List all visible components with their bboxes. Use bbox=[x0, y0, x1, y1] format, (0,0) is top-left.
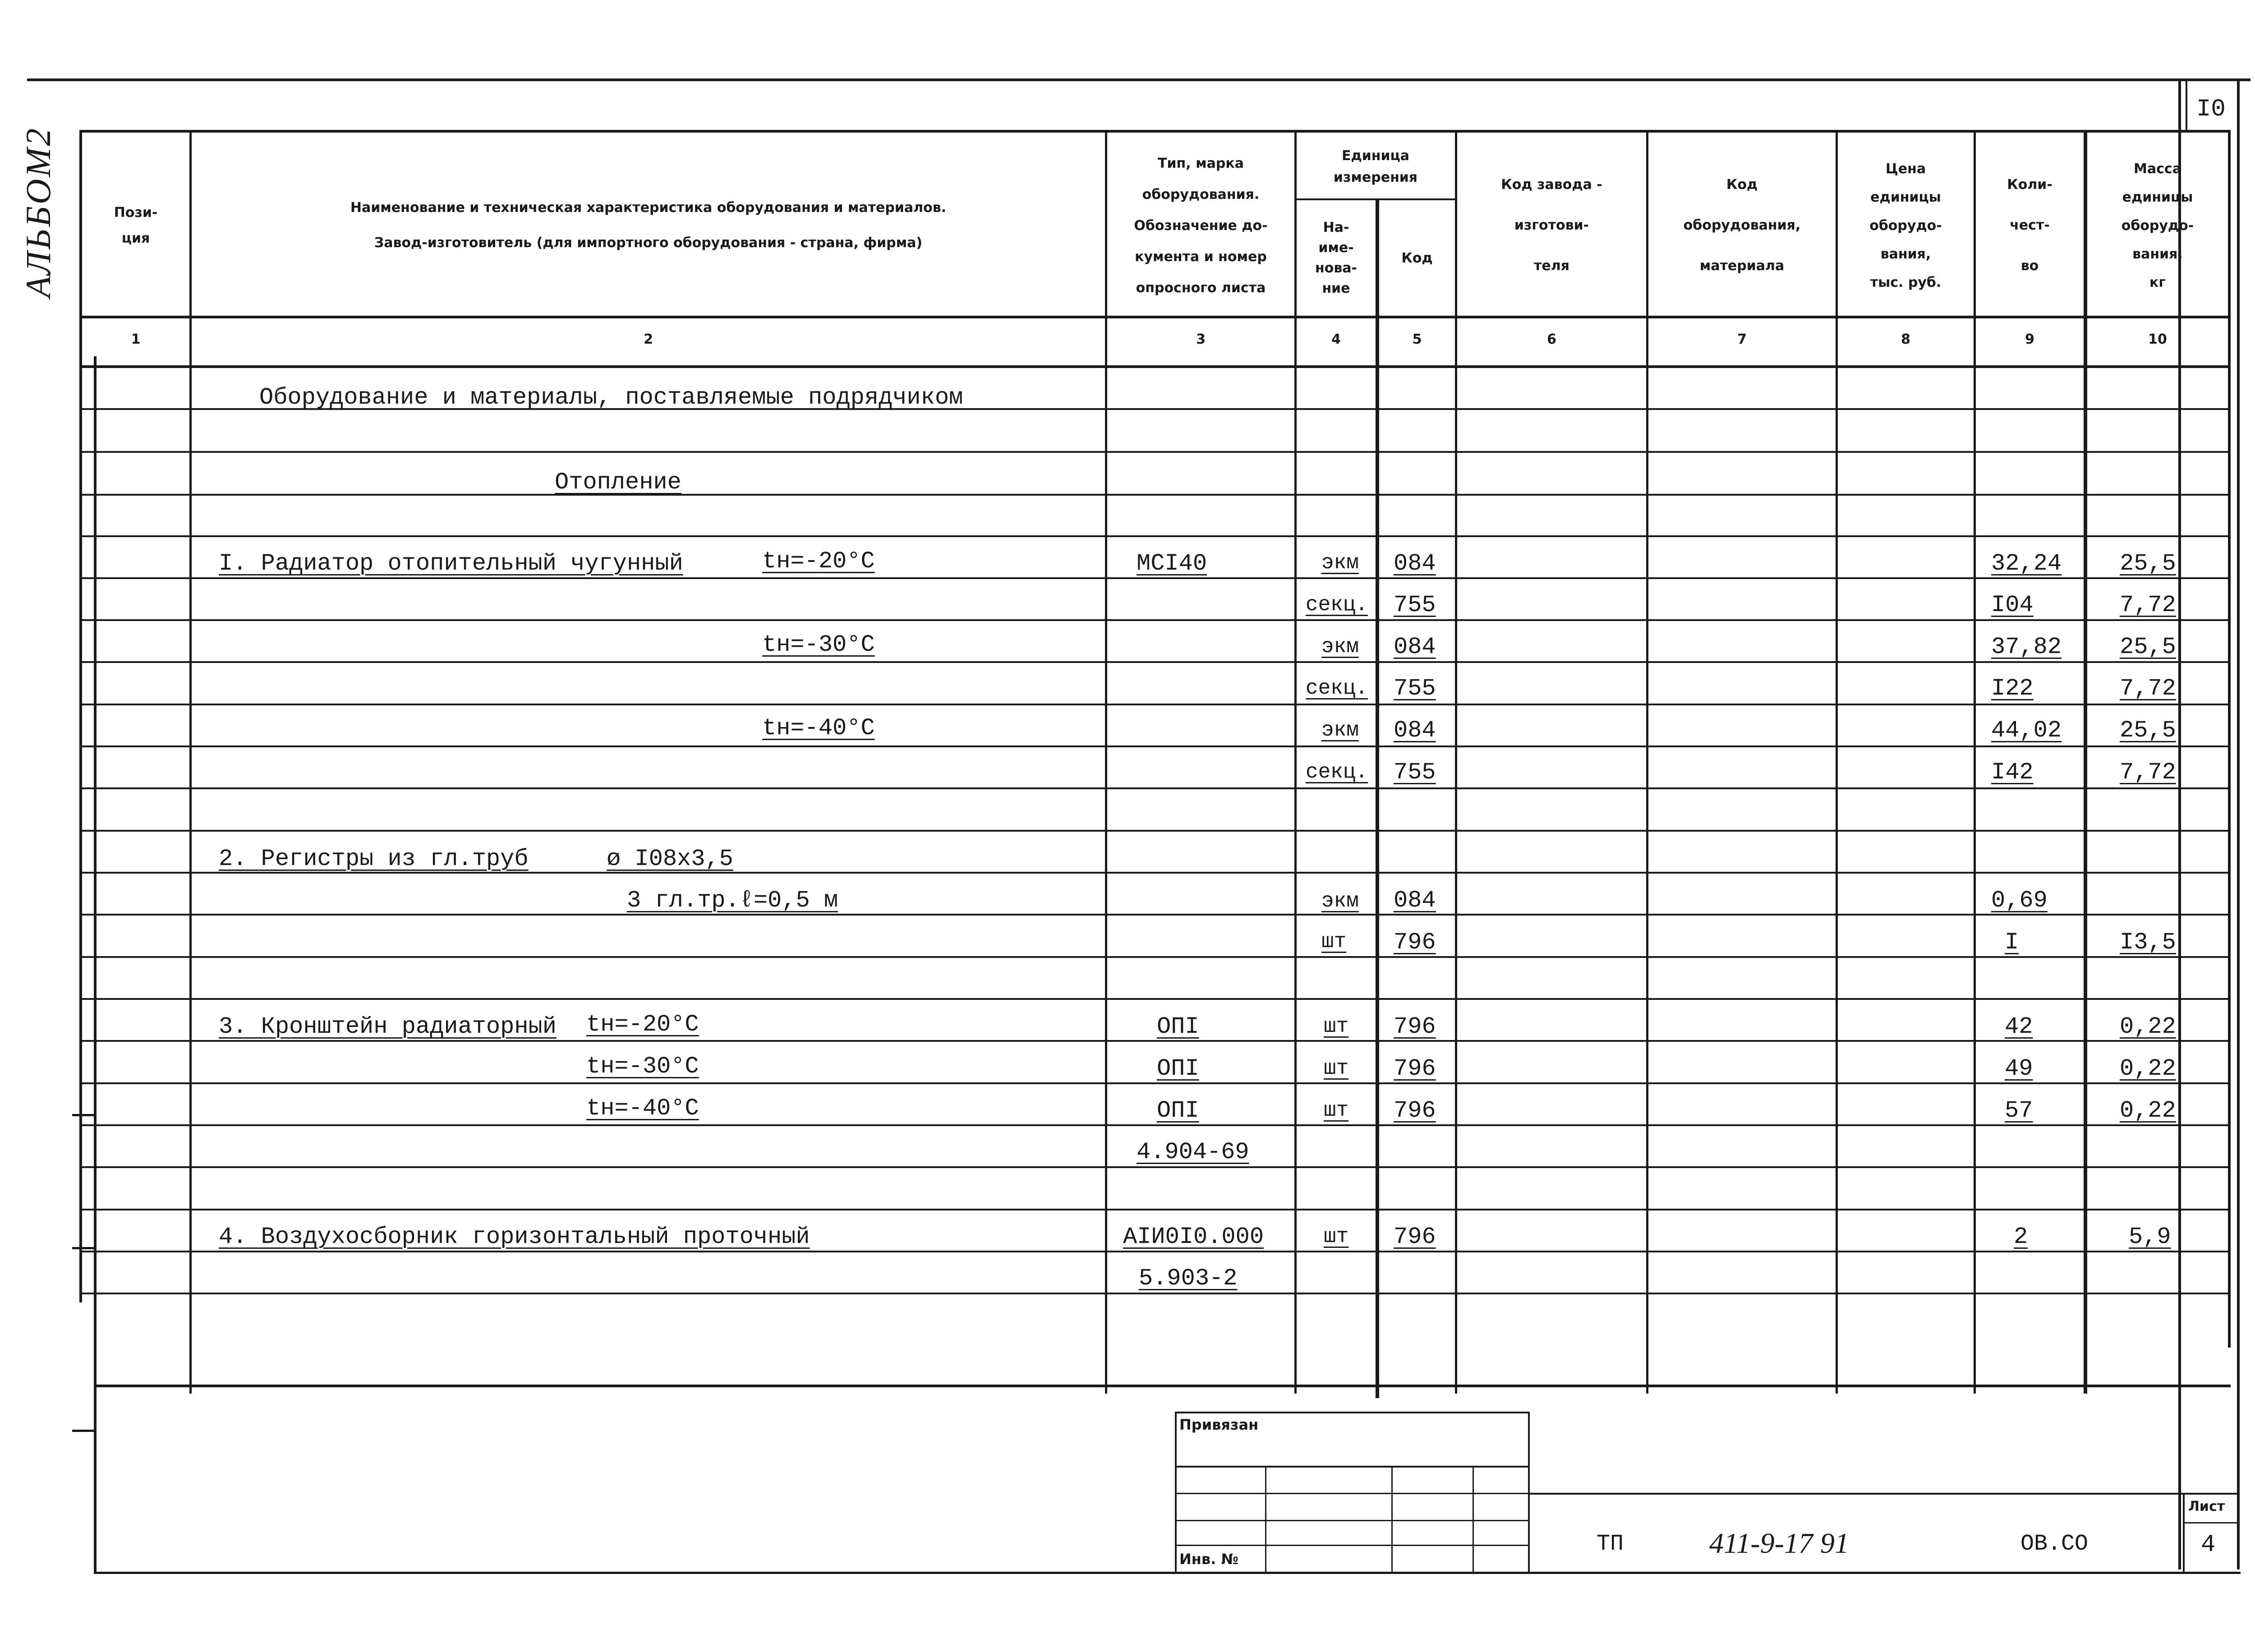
row5-unit: экм bbox=[1321, 718, 1359, 742]
frame-right-line-outer bbox=[2237, 81, 2240, 1569]
album-mark: АЛЬБОМ2 bbox=[18, 126, 58, 298]
header-unit-code: Код bbox=[1401, 250, 1433, 266]
row1-name: I. Радиатор отопительный чугунный bbox=[219, 550, 683, 577]
column-number-3: 3 bbox=[1196, 331, 1206, 347]
header-mass: Масса единицы оборудо- вания, кг bbox=[2121, 161, 2194, 290]
row3-temperature: tн=-30°C bbox=[762, 631, 875, 658]
row6-qty: I42 bbox=[1991, 759, 2034, 786]
table-left-border-lower bbox=[94, 356, 97, 1574]
row11-type: ОПI bbox=[1157, 1055, 1199, 1082]
row12-type: ОПI bbox=[1157, 1097, 1199, 1124]
header-quantity: Коли- чест- во bbox=[2007, 177, 2053, 274]
row2-mass: 7,72 bbox=[2120, 592, 2176, 618]
column-number-2: 2 bbox=[644, 331, 653, 347]
table-right-border bbox=[2228, 130, 2231, 1348]
row11-code: 796 bbox=[1394, 1055, 1436, 1082]
header-position: Пози- ция bbox=[114, 205, 158, 246]
row10-name: 3. Кронштейн радиаторный bbox=[219, 1013, 557, 1040]
row3-unit: экм bbox=[1321, 635, 1359, 658]
row14-code: 796 bbox=[1394, 1224, 1436, 1250]
row7-spec: ø I08х3,5 bbox=[607, 846, 733, 872]
sheet-corner-number: I0 bbox=[2196, 96, 2226, 123]
row12-unit: шт bbox=[1324, 1099, 1349, 1122]
row15-type: 5.903-2 bbox=[1139, 1265, 1238, 1292]
row3-mass: 25,5 bbox=[2120, 634, 2176, 660]
stamp-sheet-label: Лист bbox=[2188, 1499, 2225, 1514]
header-type: Тип, марка оборудования. Обозначение до- кумента и номер опросного листа bbox=[1134, 155, 1268, 296]
row11-unit: шт bbox=[1324, 1057, 1349, 1080]
subsection-title: Отопление bbox=[555, 469, 681, 496]
row4-mass: 7,72 bbox=[2120, 675, 2176, 702]
header-equipment-code: Код оборудования, материала bbox=[1683, 177, 1801, 274]
row2-unit: секц. bbox=[1306, 593, 1368, 617]
column-number-1: 1 bbox=[131, 331, 141, 347]
row6-code: 755 bbox=[1394, 759, 1436, 786]
row10-qty: 42 bbox=[2005, 1013, 2033, 1040]
row10-code: 796 bbox=[1394, 1013, 1436, 1040]
row8-code: 084 bbox=[1394, 887, 1436, 914]
row5-mass: 25,5 bbox=[2120, 717, 2176, 744]
row14-type: АIИ0I0.000 bbox=[1123, 1224, 1264, 1250]
row14-unit: шт bbox=[1324, 1225, 1349, 1248]
row9-code: 796 bbox=[1394, 929, 1436, 956]
row10-mass: 0,22 bbox=[2120, 1013, 2176, 1040]
section-title: Оборудование и материалы, поставляемые подрядчиком bbox=[259, 384, 963, 411]
stamp-tp: ТП bbox=[1597, 1531, 1624, 1557]
row1-temperature: tн=-20°C bbox=[762, 548, 875, 575]
stamp-privyazan: Привязан bbox=[1179, 1416, 1259, 1433]
row3-code: 084 bbox=[1394, 634, 1436, 660]
row4-qty: I22 bbox=[1991, 675, 2034, 702]
stamp-doc-section: ОВ.СО bbox=[2020, 1531, 2089, 1557]
row1-mass: 25,5 bbox=[2120, 550, 2176, 577]
row8-qty: 0,69 bbox=[1991, 887, 2048, 914]
row13-type: 4.904-69 bbox=[1137, 1139, 1249, 1165]
column-number-10: 10 bbox=[2148, 331, 2167, 347]
header-unit: Единица измерения bbox=[1333, 148, 1418, 185]
row12-code: 796 bbox=[1394, 1097, 1436, 1124]
row11-qty: 49 bbox=[2005, 1055, 2033, 1082]
row9-qty: I bbox=[2005, 929, 2019, 956]
row2-qty: I04 bbox=[1991, 592, 2034, 618]
row10-type: ОПI bbox=[1157, 1013, 1199, 1040]
row10-temperature: tн=-20°C bbox=[586, 1011, 699, 1038]
row1-code: 084 bbox=[1394, 550, 1436, 577]
column-number-5: 5 bbox=[1412, 331, 1422, 347]
row9-mass: I3,5 bbox=[2120, 929, 2176, 956]
row6-unit: секц. bbox=[1306, 760, 1368, 784]
stamp-inventory-number: Инв. № bbox=[1179, 1551, 1238, 1568]
row4-unit: секц. bbox=[1306, 676, 1368, 700]
row12-qty: 57 bbox=[2005, 1097, 2033, 1124]
row11-mass: 0,22 bbox=[2120, 1055, 2176, 1082]
stamp-sheet-number: 4 bbox=[2201, 1531, 2216, 1559]
header-unit-name: На- име- нова- ние bbox=[1315, 220, 1358, 296]
row14-mass: 5,9 bbox=[2129, 1224, 2171, 1250]
row9-unit: шт bbox=[1321, 930, 1347, 953]
row1-type: МСI40 bbox=[1137, 550, 1207, 577]
row12-mass: 0,22 bbox=[2120, 1097, 2176, 1124]
row14-name: 4. Воздухосборник горизонтальный проточный bbox=[219, 1224, 810, 1250]
row14-qty: 2 bbox=[2014, 1224, 2028, 1250]
row3-qty: 37,82 bbox=[1991, 634, 2062, 660]
column-number-6: 6 bbox=[1547, 331, 1556, 347]
top-border bbox=[27, 78, 2250, 81]
row5-qty: 44,02 bbox=[1991, 717, 2062, 744]
header-price: Цена единицы оборудо- вания, тыс. руб. bbox=[1869, 161, 1942, 290]
row12-temperature: tн=-40°C bbox=[586, 1095, 699, 1122]
column-number-8: 8 bbox=[1901, 331, 1910, 347]
table-top-border bbox=[79, 130, 2231, 133]
row11-temperature: tн=-30°C bbox=[586, 1053, 699, 1080]
column-number-4: 4 bbox=[1331, 331, 1341, 347]
row5-code: 084 bbox=[1394, 717, 1436, 744]
column-number-7: 7 bbox=[1737, 331, 1747, 347]
row1-qty: 32,24 bbox=[1991, 550, 2062, 577]
row5-temperature: tн=-40°C bbox=[762, 715, 875, 741]
row10-unit: шт bbox=[1324, 1015, 1349, 1038]
row1-unit: экм bbox=[1321, 551, 1359, 575]
row6-mass: 7,72 bbox=[2120, 759, 2176, 786]
row8-unit: экм bbox=[1321, 889, 1359, 913]
stamp-doc-number: 411-9-17 91 bbox=[1709, 1527, 1849, 1559]
header-plant-code: Код завода - изготови- теля bbox=[1501, 177, 1602, 274]
row2-code: 755 bbox=[1394, 592, 1436, 618]
header-name: Наименование и техническая характеристика оборудования и материалов. Завод-изготовитель (для импортного оборудования - страна, фирма) bbox=[350, 200, 947, 251]
column-number-9: 9 bbox=[2025, 331, 2034, 347]
row4-code: 755 bbox=[1394, 675, 1436, 702]
row8-spec: 3 гл.тр.ℓ=0,5 м bbox=[627, 887, 838, 914]
row7-name: 2. Регистры из гл.труб bbox=[219, 846, 529, 872]
